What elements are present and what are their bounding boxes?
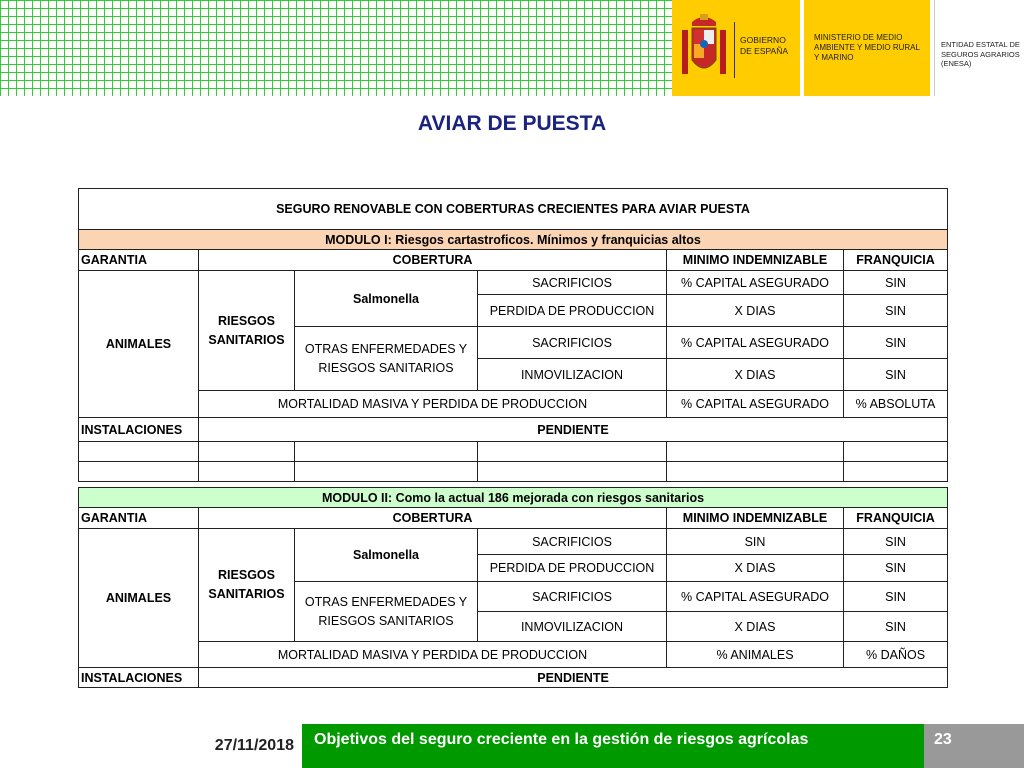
page-title: AVIAR DE PUESTA (417, 112, 607, 135)
animales-cell: ANIMALES (79, 271, 199, 418)
minimo-cell: X DIAS (667, 612, 844, 642)
empty-cell (667, 462, 844, 482)
logo-gobierno (672, 0, 800, 96)
otras-cell: OTRAS ENFERMEDADES Y RIESGOS SANITARIOS (295, 582, 478, 642)
empty-cell (79, 442, 199, 462)
instalaciones-cell: INSTALACIONES (79, 668, 199, 688)
empty-cell (295, 462, 478, 482)
col-garantia: GARANTIA (79, 250, 199, 271)
riesgos-cell: RIESGOS SANITARIOS (199, 271, 295, 391)
col-cobertura: COBERTURA (199, 508, 667, 529)
cobertura-cell: SACRIFICIOS (478, 271, 667, 295)
header-grid-pattern (0, 0, 672, 96)
cobertura-cell: INMOVILIZACION (478, 612, 667, 642)
col-cobertura: COBERTURA (199, 250, 667, 271)
franquicia-cell: SIN (844, 359, 948, 391)
minimo-cell: % CAPITAL ASEGURADO (667, 271, 844, 295)
module2-title: MODULO II: Como la actual 186 mejorada con riesgos sanitarios (79, 488, 948, 508)
footer-title: Objetivos del seguro creciente en la gestión de riesgos agrícolas (302, 724, 924, 768)
coat-of-arms-icon (680, 12, 728, 84)
empty-cell (844, 462, 948, 482)
enesa-text: ENTIDAD ESTATAL DE SEGUROS AGRARIOS (ENESA) (941, 40, 1020, 68)
col-franquicia: FRANQUICIA (844, 250, 948, 271)
module1-title: MODULO I: Riesgos cartastroficos. Mínimos y franquicias altos (79, 230, 948, 250)
cobertura-cell: PERDIDA DE PRODUCCION (478, 295, 667, 327)
empty-cell (478, 462, 667, 482)
col-garantia: GARANTIA (79, 508, 199, 529)
col-minimo: MINIMO INDEMNIZABLE (667, 250, 844, 271)
mortalidad-minimo: % ANIMALES (667, 642, 844, 668)
empty-cell (478, 442, 667, 462)
table-heading: SEGURO RENOVABLE CON COBERTURAS CRECIENTES PARA AVIAR PUESTA (79, 189, 948, 230)
pendiente-cell: PENDIENTE (199, 418, 948, 442)
logo-separator (734, 22, 735, 78)
salmonella-cell: Salmonella (295, 529, 478, 582)
mortalidad-cell: MORTALIDAD MASIVA Y PERDIDA DE PRODUCCION (199, 391, 667, 418)
minimo-cell: X DIAS (667, 359, 844, 391)
animales-cell: ANIMALES (79, 529, 199, 668)
mortalidad-franquicia: % DAÑOS (844, 642, 948, 668)
franquicia-cell: SIN (844, 582, 948, 612)
module2-table (78, 487, 948, 688)
empty-cell (295, 442, 478, 462)
cobertura-cell: SACRIFICIOS (478, 582, 667, 612)
empty-cell (199, 442, 295, 462)
franquicia-cell: SIN (844, 271, 948, 295)
instalaciones-cell: INSTALACIONES (79, 418, 199, 442)
logo-ministerio (804, 0, 930, 96)
empty-cell (844, 442, 948, 462)
otras-cell: OTRAS ENFERMEDADES Y RIESGOS SANITARIOS (295, 327, 478, 391)
mortalidad-franquicia: % ABSOLUTA (844, 391, 948, 418)
minimo-cell: % CAPITAL ASEGURADO (667, 327, 844, 359)
empty-cell (667, 442, 844, 462)
minimo-cell: SIN (667, 529, 844, 555)
cobertura-cell: INMOVILIZACION (478, 359, 667, 391)
empty-cell (199, 462, 295, 482)
minimo-cell: X DIAS (667, 295, 844, 327)
franquicia-cell: SIN (844, 555, 948, 582)
logo-enesa (934, 0, 1024, 96)
page-number: 23 (924, 724, 1024, 768)
footer-date: 27/11/2018 (214, 737, 294, 754)
salmonella-cell: Salmonella (295, 271, 478, 327)
pendiente-cell: PENDIENTE (199, 668, 948, 688)
mortalidad-cell: MORTALIDAD MASIVA Y PERDIDA DE PRODUCCION (199, 642, 667, 668)
franquicia-cell: SIN (844, 295, 948, 327)
empty-cell (79, 462, 199, 482)
ministerio-text: MINISTERIO DE MEDIO AMBIENTE Y MEDIO RURAL Y MARINO (814, 33, 920, 62)
col-minimo: MINIMO INDEMNIZABLE (667, 508, 844, 529)
franquicia-cell: SIN (844, 529, 948, 555)
cobertura-cell: PERDIDA DE PRODUCCION (478, 555, 667, 582)
module1-table (78, 188, 948, 482)
minimo-cell: % CAPITAL ASEGURADO (667, 582, 844, 612)
franquicia-cell: SIN (844, 612, 948, 642)
franquicia-cell: SIN (844, 327, 948, 359)
col-franquicia: FRANQUICIA (844, 508, 948, 529)
minimo-cell: X DIAS (667, 555, 844, 582)
riesgos-cell: RIESGOS SANITARIOS (199, 529, 295, 642)
cobertura-cell: SACRIFICIOS (478, 529, 667, 555)
gobierno-text: GOBIERNO DE ESPAÑA (740, 35, 789, 56)
cobertura-cell: SACRIFICIOS (478, 327, 667, 359)
mortalidad-minimo: % CAPITAL ASEGURADO (667, 391, 844, 418)
